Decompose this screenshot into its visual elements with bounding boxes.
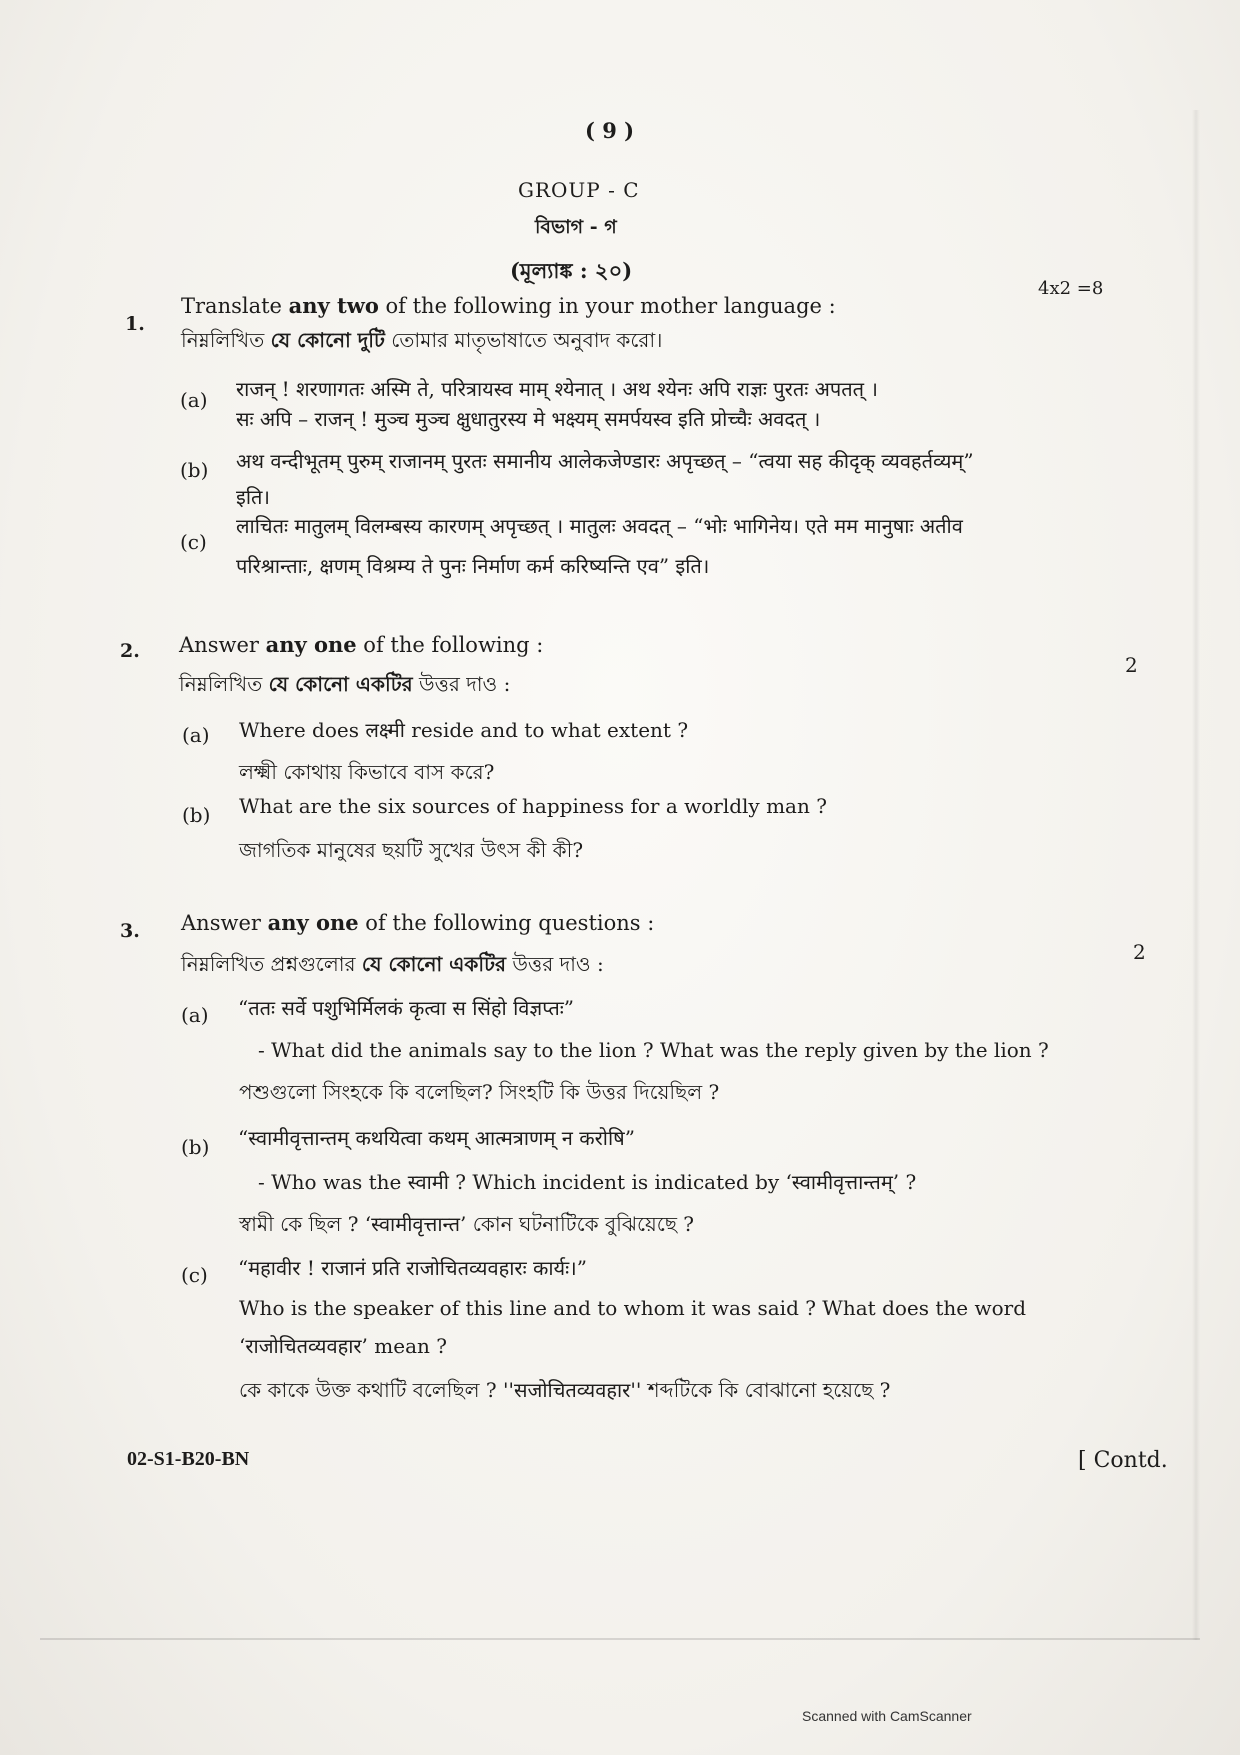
question-3-instruction-bn: নিম্নলিখিত প্রশ্নগুলোর যে কোনো একটির উত্তর দাও : bbox=[181, 952, 604, 976]
question-1-instruction-en: Translate any two of the following in your mother language : bbox=[181, 293, 836, 318]
question-2-option-a-line-1: Where does लक्ष्मी reside and to what extent ? bbox=[239, 718, 689, 742]
question-3-option-c-line-3: ‘राजोचितव्यवहार’ mean ? bbox=[239, 1334, 447, 1358]
question-1-option-a-line-1: राजन् ! शरणागतः अस्मि ते, परित्रायस्व माम् श्येनात् । अथ श्येनः अपि राज्ञः पुरतः अपतत् । bbox=[236, 377, 879, 401]
question-3-number: 3. bbox=[120, 920, 140, 942]
question-3-option-a-line-3: পশুগুলো সিংহকে কি বলেছিল? সিংহটি কি উত্তর দিয়েছিল ? bbox=[239, 1080, 720, 1104]
group-marks: (মূল্যাঙ্ক : ২০) bbox=[510, 258, 633, 283]
question-1-option-b-line-2: इति। bbox=[236, 485, 270, 509]
question-2-option-b-label: (b) bbox=[182, 803, 211, 827]
question-3-option-a-label: (a) bbox=[181, 1003, 209, 1027]
question-1-option-a-line-2: सः अपि – राजन् ! मुञ्च मुञ्च क्षुधातुरस्य मे भक्ष्यम् समर्पयस्व इति प्रोच्चैः अवदत् । bbox=[236, 407, 821, 431]
scanner-watermark: Scanned with CamScanner bbox=[802, 1708, 972, 1724]
question-1-instruction-bn: নিম্নলিখিত যে কোনো দুটি তোমার মাতৃভাষাতে অনুবাদ করো। bbox=[181, 328, 663, 352]
question-3-option-b-line-3: স্বামী কে ছিল ? ‘स्वामीवृत्तान्त’ কোন ঘটনাটিকে বুঝিয়েছে ? bbox=[239, 1212, 695, 1236]
question-3-option-b-line-1: “स्वामीवृत्तान्तम् कथयित्वा कथम् आत्मत्राणम् न करोषि” bbox=[238, 1126, 635, 1150]
question-1-option-a-label: (a) bbox=[180, 388, 208, 412]
continued-label: [ Contd. bbox=[1078, 1448, 1168, 1473]
question-3-option-b-line-2: - Who was the स्वामी ? Which incident is indicated by ‘स्वामीवृत्तान्तम्’ ? bbox=[258, 1170, 917, 1194]
question-2-instruction-en: Answer any one of the following : bbox=[179, 632, 544, 657]
question-3-option-c-label: (c) bbox=[181, 1263, 208, 1287]
question-3-option-a-line-2: - What did the animals say to the lion ? What was the reply given by the lion ? bbox=[258, 1038, 1049, 1062]
question-3-option-c-line-2: Who is the speaker of this line and to whom it was said ? What does the word bbox=[239, 1296, 1027, 1320]
page-bottom-edge bbox=[40, 1638, 1200, 1640]
question-2-option-b-line-2: জাগতিক মানুষের ছয়টি সুখের উৎস কী কী? bbox=[239, 838, 584, 862]
question-1-marks: 4x2 =8 bbox=[1038, 278, 1104, 299]
question-3-option-b-label: (b) bbox=[181, 1135, 210, 1159]
question-1-option-c-line-2: परिश्रान्ताः, क्षणम् विश्रम्य ते पुनः निर्माण कर्म करिष्यन्ति एव” इति। bbox=[236, 554, 710, 578]
question-1-option-c-line-1: लाचितः मातुलम् विलम्बस्य कारणम् अपृच्छत् । मातुलः अवदत् – “भोः भागिनेय। एते मम मानुषाः अतीव bbox=[236, 514, 963, 538]
page-number: ( 9 ) bbox=[585, 118, 635, 143]
question-3-instruction-en: Answer any one of the following questions : bbox=[181, 910, 655, 935]
question-2-marks: 2 bbox=[1125, 653, 1138, 677]
question-2-option-b-line-1: What are the six sources of happiness for a worldly man ? bbox=[239, 794, 827, 818]
group-title-bn: বিভাগ - গ bbox=[535, 216, 617, 238]
group-title-en: GROUP - C bbox=[518, 178, 640, 202]
question-2-number: 2. bbox=[120, 640, 140, 662]
question-3-option-a-line-1: “ततः सर्वे पशुभिर्मिलकं कृत्वा स सिंहो विज्ञप्तः” bbox=[238, 996, 575, 1020]
question-1-number: 1. bbox=[125, 313, 145, 335]
paper-code: 02-S1-B20-BN bbox=[127, 1448, 250, 1470]
question-2-instruction-bn: নিম্নলিখিত যে কোনো একটির উত্তর দাও : bbox=[179, 672, 511, 696]
question-1-option-b-label: (b) bbox=[180, 458, 209, 482]
question-1-option-c-label: (c) bbox=[180, 530, 207, 554]
question-3-option-c-line-1: “महावीर ! राजानं प्रति राजोचितव्यवहारः कार्यः।” bbox=[238, 1256, 587, 1280]
question-3-marks: 2 bbox=[1133, 940, 1146, 964]
question-1-option-b-line-1: अथ वन्दीभूतम् पुरुम् राजानम् पुरतः समानीय आलेकजेण्डारः अपृच्छत् – “त्वया सह कीदृक् व्यवहर्तव्यम्” bbox=[236, 449, 974, 473]
page-edge-shadow bbox=[1192, 110, 1200, 1640]
question-2-option-a-label: (a) bbox=[182, 723, 210, 747]
question-3-option-c-line-4: কে কাকে উক্ত কথাটি বলেছিল ? ''सजोचितव्यवहार'' শব্দটিকে কি বোঝানো হয়েছে ? bbox=[239, 1378, 891, 1402]
question-2-option-a-line-2: লক্ষ্মী কোথায় কিভাবে বাস করে? bbox=[239, 760, 495, 784]
